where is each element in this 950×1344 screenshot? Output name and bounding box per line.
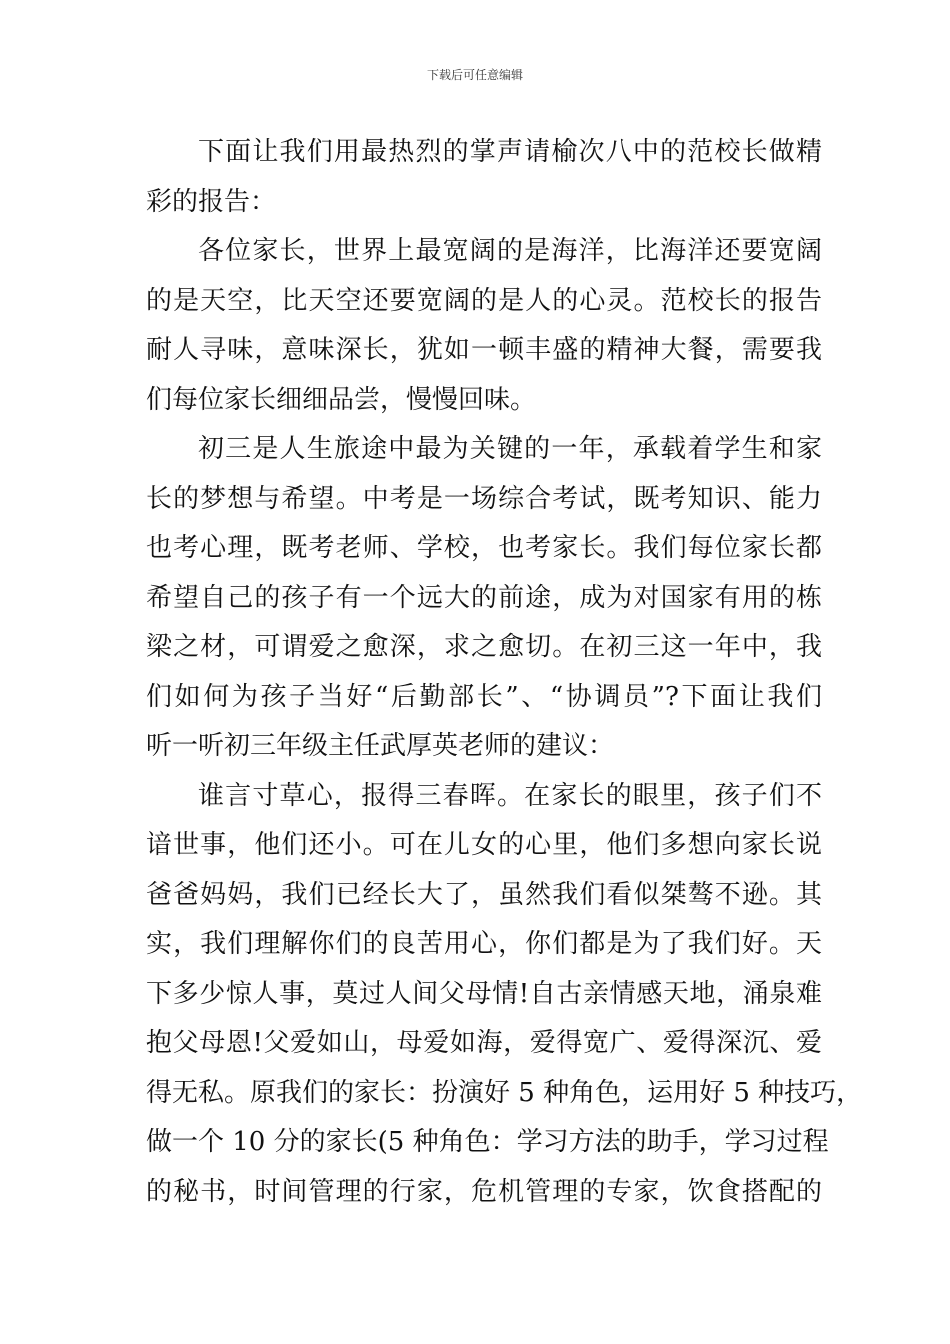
paragraph-line: 彩的报告： (146, 186, 277, 217)
paragraph-line: 初三是人生旅途中最为关键的一年，承载着学生和家 (198, 434, 822, 464)
paragraph-line: 的是天空，比天空还要宽阔的是人的心灵。范校长的报告 (146, 285, 822, 316)
document-body (146, 128, 863, 1217)
paragraph-line: 听一听初三年级主任武厚英老师的建议： (146, 731, 615, 761)
paragraph-line: 长的梦想与希望。中考是一场综合考试，既考知识、能力 (146, 483, 822, 514)
paragraph-line: 抱父母恩!父爱如山，母爱如海，爱得宽广、爱得深沉、爱 (146, 1028, 822, 1058)
paragraph-line: 们如何为孩子当好“后勤部长”、“协调员”?下面让我们 (146, 681, 822, 712)
paragraph-line: 希望自己的孩子有一个远大的前途，成为对国家有用的栋 (146, 582, 822, 613)
paragraph-line: 的秘书，时间管理的行家，危机管理的专家，饮食搭配的 (146, 1176, 822, 1207)
paragraph-line: 得无私。原我们的家长：扮演好 5 种角色，运用好 5 种技巧， (146, 1077, 863, 1108)
paragraph-line: 们每位家长细细品尝，慢慢回味。 (146, 384, 537, 415)
paragraph-line: 各位家长，世界上最宽阔的是海洋，比海洋还要宽阔 (198, 236, 822, 266)
paragraph-line: 谁言寸草心，报得三春晖。在家长的眼里，孩子们不 (198, 780, 822, 811)
paragraph-line: 耐人寻味，意味深长，犹如一顿丰盛的精神大餐，需要我 (146, 335, 822, 365)
page-header: 下载后可任意编辑 (426, 68, 523, 82)
paragraph-line: 爸爸妈妈，我们已经长大了，虽然我们看似桀骜不逊。其 (146, 879, 822, 910)
paragraph-line: 下多少惊人事，莫过人间父母情!自古亲情感天地，涌泉难 (146, 978, 822, 1009)
paragraph-line: 也考心理，既考老师、学校，也考家长。我们每位家长都 (146, 533, 822, 563)
paragraph-line: 实，我们理解你们的良苦用心，你们都是为了我们好。天 (146, 929, 822, 959)
paragraph-line: 下面让我们用最热烈的掌声请榆次八中的范校长做精 (198, 137, 822, 167)
paragraph-line: 谙世事，他们还小。可在儿女的心里，他们多想向家长说 (146, 830, 822, 860)
paragraph-line: 梁之材，可谓爱之愈深，求之愈切。在初三这一年中，我 (146, 632, 822, 662)
paragraph-line: 做一个 10 分的家长(5 种角色：学习方法的助手，学习过程 (146, 1127, 829, 1157)
